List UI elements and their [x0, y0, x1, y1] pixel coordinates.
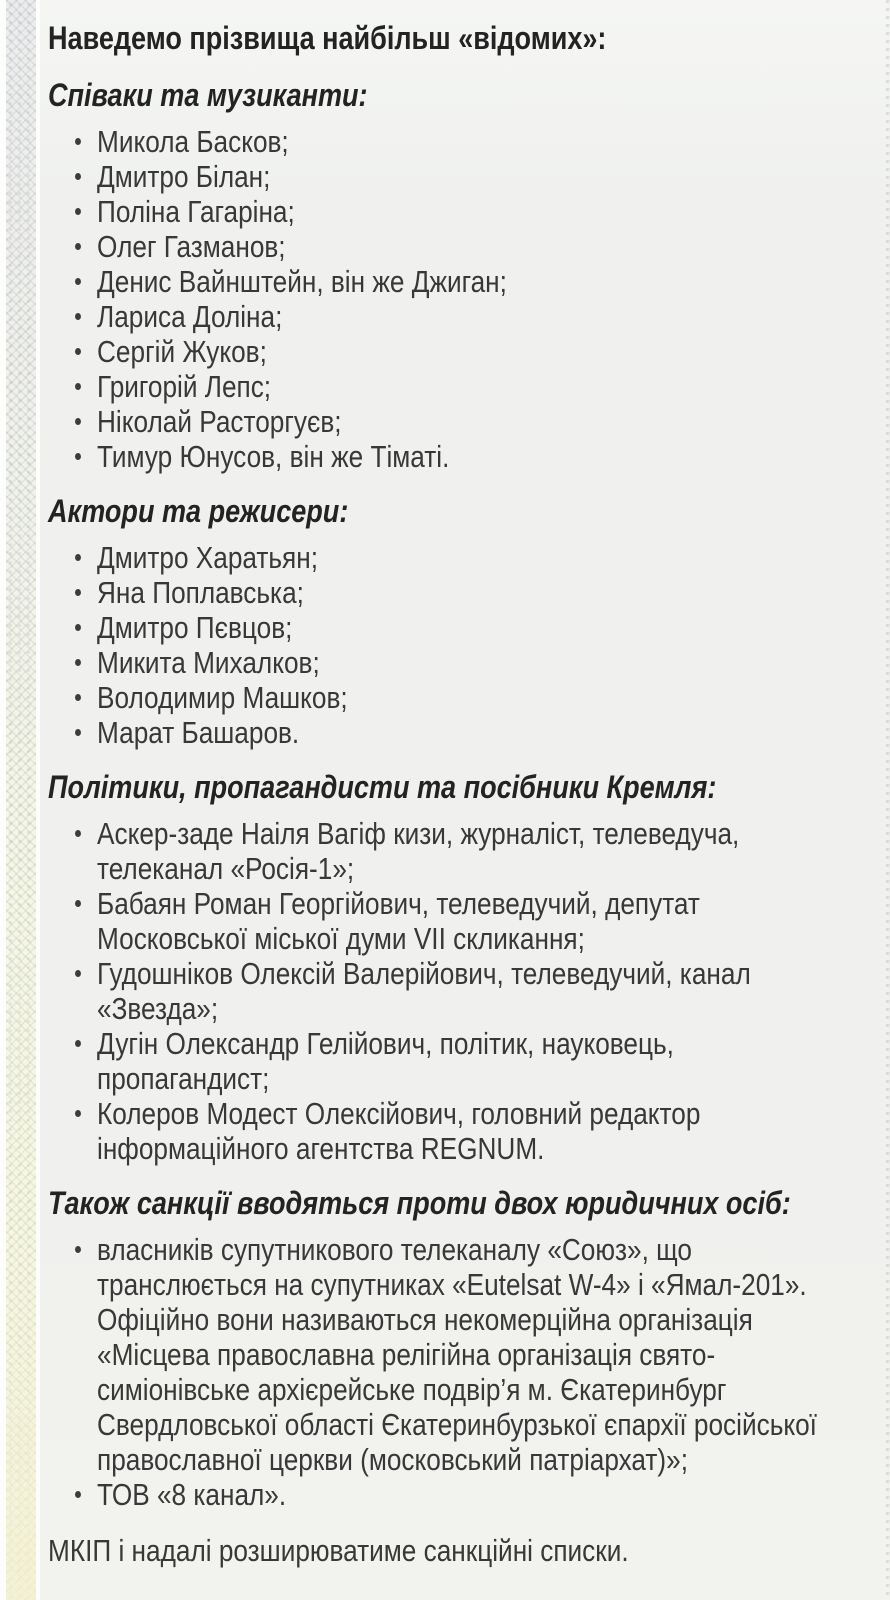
intro-heading: Наведемо прізвища найбільш «відомих»:: [48, 20, 607, 56]
list-item: Колеров Модест Олексійович, головний редактор інформаційного агентства REGNUM.: [97, 1096, 852, 1166]
list-item: Лариса Доліна;: [97, 299, 852, 334]
closing-line: МКІП і надалі розширюватиме санкційні списки.: [48, 1533, 629, 1568]
list-item: Григорій Лепс;: [97, 369, 852, 404]
list-item: Дугін Олександр Гелійович, політик, науковець, пропагандист;: [97, 1026, 852, 1096]
list-item: Денис Вайнштейн, він же Джиган;: [97, 264, 852, 299]
list-item: Дмитро Білан;: [97, 159, 852, 194]
section-heading: Актори та режисери:: [48, 493, 349, 529]
list-item: Яна Поплавська;: [97, 575, 852, 610]
bullet-list-actors: [48, 540, 852, 750]
list-item: Бабаян Роман Георгійович, телеведучий, депутат Московської міської думи VII скликання;: [97, 886, 852, 956]
list-item: Олег Газманов;: [97, 229, 852, 264]
article-content: [48, 10, 852, 1570]
list-item: ТОВ «8 канал».: [97, 1477, 852, 1512]
list-item: Аскер-заде Наіля Вагіф кизи, журналіст, телеведуча, телеканал «Росія-1»;: [97, 816, 852, 886]
list-item: Володимир Машков;: [97, 680, 852, 715]
section-heading: Політики, пропагандисти та посібники Кремля:: [48, 769, 717, 805]
section-heading: Також санкції вводяться проти двох юридичних осіб:: [48, 1185, 791, 1221]
list-item: Ніколай Расторгуєв;: [97, 404, 852, 439]
bullet-list-politicians: [48, 816, 852, 1166]
list-item: Тимур Юнусов, він же Тіматі.: [97, 439, 852, 474]
section-actors-directors: [48, 491, 852, 750]
decorative-right-border: [886, 0, 889, 1600]
list-item: Марат Башаров.: [97, 715, 852, 750]
list-item: Дмитро Пєвцов;: [97, 610, 852, 645]
decorative-left-border-pattern: [6, 0, 36, 1600]
section-politicians-propagandists: [48, 767, 852, 1166]
bullet-list-legal-entities: [48, 1232, 852, 1512]
list-item: Дмитро Харатьян;: [97, 540, 852, 575]
list-item: власників супутникового телеканалу «Союз», що транслюється на супутниках «Eutelsat W-4» і «Ямал-201». Офіційно вони називаються некомерційна організація «Місцева православна релігійна організація свято-симіонівське архієрейське подвір’я м. Єкатеринбург Свердловської області Єкатеринбурзької єпархії російської православної церкви (московський патріархат)»;: [97, 1232, 852, 1477]
section-legal-entities: [48, 1183, 852, 1512]
section-heading: Співаки та музиканти:: [48, 77, 368, 113]
list-item: Микола Басков;: [97, 124, 852, 159]
section-singers-musicians: [48, 75, 852, 474]
bullet-list-singers: [48, 124, 852, 474]
list-item: Поліна Гагаріна;: [97, 194, 852, 229]
list-item: Гудошніков Олексій Валерійович, телеведучий, канал «Звезда»;: [97, 956, 852, 1026]
list-item: Сергій Жуков;: [97, 334, 852, 369]
list-item: Микита Михалков;: [97, 645, 852, 680]
